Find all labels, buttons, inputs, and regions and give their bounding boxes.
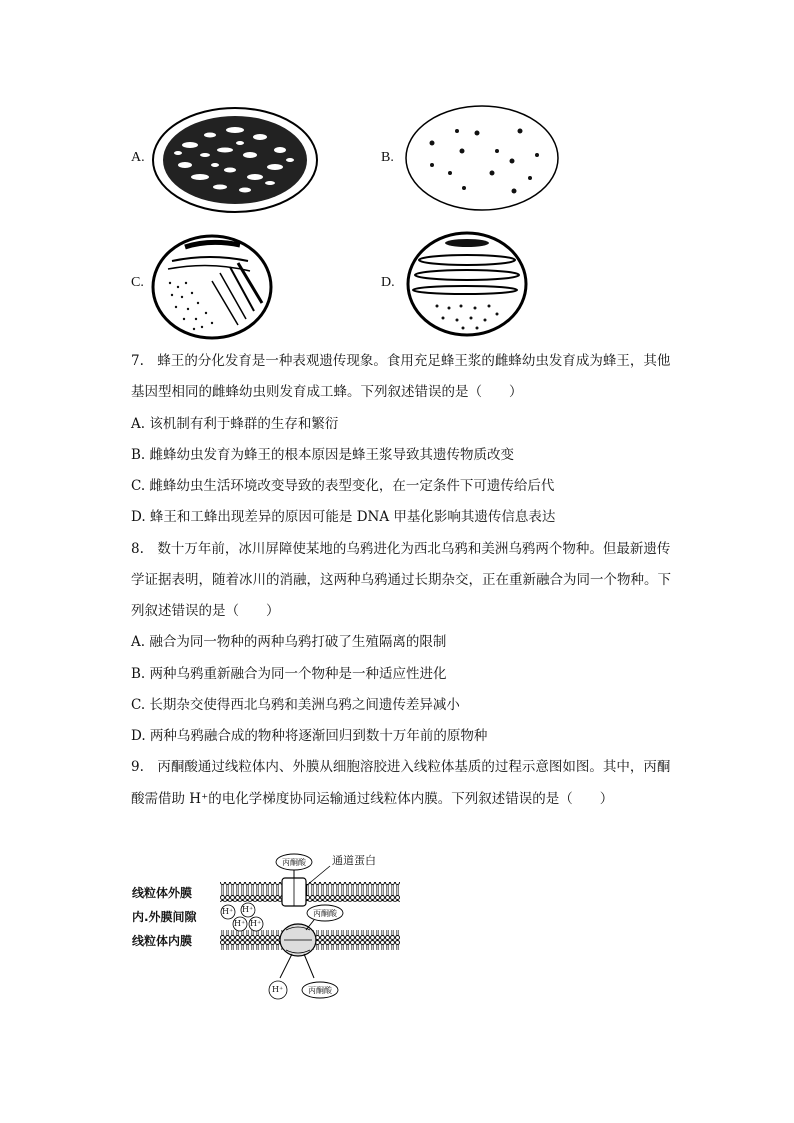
outer-membrane-label: 线粒体外膜 [132,886,193,900]
pyruvate-label-top: 丙酮酸 [282,858,306,867]
pyruvate-label-middle: 丙酮酸 [313,909,337,918]
option-b-label: B. [381,150,394,165]
intermembrane-space-label: 内.外膜间隙 [132,910,197,924]
proton-label-bottom: H⁺ [272,985,284,994]
pyruvate-label-bottom: 丙酮酸 [308,986,332,995]
q8-option-d[interactable]: D. 两种乌鸦融合成的物种将逐渐回归到数十万年前的原物种 [131,728,488,744]
dish-c-streak-plate [150,233,274,341]
q8-stem-line-1: 8. 数十万年前，冰川屏障使某地的乌鸦进化为西北乌鸦和美洲乌鸦两个物种。但最新遗传 [131,541,671,557]
dish-b-sparse-colonies [402,103,562,213]
q8-stem-line-3: 列叙述错误的是（ ） [131,603,280,619]
channel-protein-label: 通道蛋白 [332,854,376,867]
q9-stem-line-1: 9. 丙酮酸通过线粒体内、外膜从细胞溶胶进入线粒体基质的过程示意图如图。其中，丙酮 [131,759,671,775]
q8-option-a[interactable]: A. 融合为同一物种的两种乌鸦打破了生殖隔离的限制 [131,634,447,650]
q8-stem-line-2: 学证据表明，随着冰川的消融，这两种乌鸦通过长期杂交，正在重新融合为同一个物种。下 [131,572,671,588]
q8-option-c[interactable]: C. 长期杂交使得西北乌鸦和美洲乌鸦之间遗传差异减小 [131,697,460,713]
q7-option-d[interactable]: D. 蜂王和工蜂出现差异的原因可能是 DNA 甲基化影响其遗传信息表达 [131,509,556,525]
option-c-label: C. [131,275,144,290]
dish-d-streak-plate [405,230,529,338]
q7-option-c[interactable]: C. 雌蜂幼虫生活环境改变导致的表型变化，在一定条件下可遗传给后代 [131,478,555,494]
proton-label-4: H⁺ [250,919,262,928]
option-a-label: A. [131,150,145,165]
q7-option-b[interactable]: B. 雌蜂幼虫发育为蜂王的根本原因是蜂王浆导致其遗传物质改变 [131,447,515,463]
q8-option-b[interactable]: B. 两种乌鸦重新融合为同一个物种是一种适应性进化 [131,666,447,682]
dish-a-dense-growth [150,105,320,215]
inner-membrane-label: 线粒体内膜 [132,934,193,948]
mitochondria-transport-diagram [130,840,420,1005]
q7-stem-line-2: 基因型相同的雌蜂幼虫则发育成工蜂。下列叙述错误的是（ ） [131,384,523,400]
proton-label-2: H⁺ [242,905,254,914]
option-d-label: D. [381,275,395,290]
proton-label-1: H⁺ [222,907,234,916]
q9-stem-line-2: 酸需借助 H⁺的电化学梯度协同运输通过线粒体内膜。下列叙述错误的是（ ） [131,791,614,807]
q7-stem-line-1: 7. 蜂王的分化发育是一种表观遗传现象。食用充足蜂王浆的雌蜂幼虫发育成为蜂王，其他 [131,353,671,369]
q7-option-a[interactable]: A. 该机制有利于蜂群的生存和繁衍 [131,416,339,432]
proton-label-3: H⁺ [234,919,246,928]
